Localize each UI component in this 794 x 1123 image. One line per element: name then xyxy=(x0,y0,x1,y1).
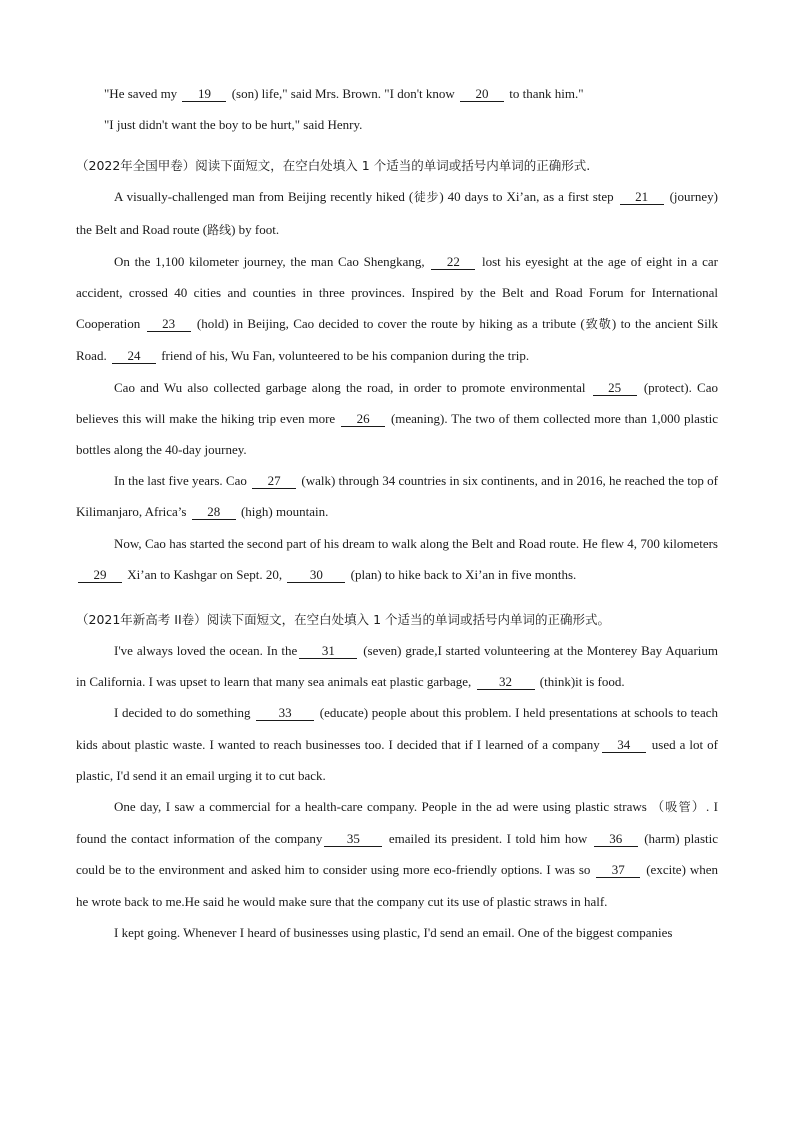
blank-27[interactable]: 27 xyxy=(252,473,296,489)
document-page xyxy=(76,78,718,948)
text-span: ) to the ancient Silk Road. xyxy=(76,316,718,364)
text-span: (high) mountain. xyxy=(237,504,329,520)
blank-26[interactable]: 26 xyxy=(341,411,385,427)
text-span: "He saved my xyxy=(104,86,181,101)
paragraph-2022-5 xyxy=(76,528,718,590)
text-span: (journey) the Belt and Road route ( xyxy=(76,189,718,237)
blank-24[interactable]: 24 xyxy=(112,348,156,364)
text-span: (hold) in Beijing, Cao decided to cover the route by hiking as a tribute ( xyxy=(192,316,585,332)
spacer xyxy=(76,140,718,150)
text-span: Xi’an to Kashgar on Sept. 20, xyxy=(124,566,286,582)
text-span: I decided to do something xyxy=(114,705,255,721)
blank-23[interactable]: 23 xyxy=(147,316,191,332)
chinese-gloss: 路线 xyxy=(207,222,232,237)
paragraph-2022-4 xyxy=(76,465,718,527)
blank-28[interactable]: 28 xyxy=(192,504,236,520)
text-span: On the 1,100 kilometer journey, the man Cao Shengkang, xyxy=(114,253,430,269)
text-span: (educate) people about this problem. I held presentations at schools to teach kids about plastic waste. I wanted to reach businesses too. I decided that if I learned of a company xyxy=(76,705,718,752)
text-span: One day, I saw a commercial for a health-care company. People in the ad were using plastic straws （ xyxy=(114,799,666,815)
text-span: (protect). Cao believes this will make the hiking trip even more xyxy=(76,379,718,426)
text-span: ）. I found the contact information of the company xyxy=(76,799,718,847)
blank-33[interactable]: 33 xyxy=(256,705,314,721)
dialog-line-2: "I just didn't want the boy to be hurt," said Henry. xyxy=(104,117,363,133)
text-span: ) by foot. xyxy=(231,221,280,237)
paragraph-2021-4: I kept going. Whenever I heard of businesses using plastic, I'd send an email. One of the biggest companies xyxy=(114,924,673,940)
text-span: In the last five years. Cao xyxy=(114,473,251,489)
text-span: to thank him." xyxy=(506,86,584,101)
text-span: Now, Cao has started the second part of his dream to walk along the Belt and Road route. He flew 4, 700 kilometers xyxy=(114,535,718,551)
paragraph-2022-1 xyxy=(76,181,718,245)
dialog-line-1 xyxy=(76,78,718,109)
text-span: (seven) grade,I started volunteering at the Monterey Bay Aquarium in California. I was upset to learn that many sea animals eat plastic garbage, xyxy=(76,643,718,690)
blank-22[interactable]: 22 xyxy=(431,254,475,270)
spacer xyxy=(76,590,718,604)
text-span: emailed its president. I told him how xyxy=(384,831,592,847)
chinese-gloss: 徒步 xyxy=(413,190,440,205)
blank-36[interactable]: 36 xyxy=(594,831,638,847)
text-span: used a lot of plastic, I'd send it an email urging it to cut back. xyxy=(76,736,718,783)
paragraph-2021-1 xyxy=(76,635,718,697)
paragraph-2021-2 xyxy=(76,697,718,791)
blank-29[interactable]: 29 xyxy=(78,567,122,583)
blank-34[interactable]: 34 xyxy=(602,737,646,753)
blank-21[interactable]: 21 xyxy=(620,189,664,205)
blank-19[interactable]: 19 xyxy=(182,86,226,102)
text-span: (harm) plastic could be to the environment and asked him to consider using more eco-friendly options. I was so xyxy=(76,831,719,878)
text-span: lost his eyesight at the age of eight in a car accident, crossed 40 cities and counties in three provinces. Inspired by the Belt and Road Forum for International Cooperation xyxy=(76,253,718,332)
chinese-gloss: 致敬 xyxy=(584,317,612,332)
text-span: ) 40 days to Xi’an, as a first step xyxy=(439,189,618,205)
text-span: I've always loved the ocean. In the xyxy=(114,643,298,659)
text-span: (walk) through 34 countries in six continents, and in 2016, he reached the top of Kilimanjaro, Africa’s xyxy=(76,473,719,520)
blank-31[interactable]: 31 xyxy=(299,643,357,659)
chinese-gloss: 吸管 xyxy=(665,800,692,815)
blank-37[interactable]: 37 xyxy=(596,862,640,878)
text-span: Cao and Wu also collected garbage along the road, in order to promote environmental xyxy=(114,379,591,395)
text-span: (think)it is food. xyxy=(536,674,625,690)
text-span: (meaning). The two of them collected more than 1,000 plastic bottles along the 40-day journey. xyxy=(76,410,718,458)
blank-20[interactable]: 20 xyxy=(460,86,504,102)
blank-32[interactable]: 32 xyxy=(477,674,535,690)
text-span: (son) life," said Mrs. Brown. "I don't know xyxy=(228,86,459,101)
section-2021-heading: （2021年新高考 II卷）阅读下面短文，在空白处填入 1 个适当的单词或括号内单词的正确形式。 xyxy=(76,612,611,628)
section-2022-heading: （2022年全国甲卷）阅读下面短文，在空白处填入 1 个适当的单词或括号内单词的正确形式. xyxy=(76,158,591,174)
text-span: (excite) when he wrote back to me.He said he would make sure that the company cut its use of plastic straws in half. xyxy=(76,862,718,909)
blank-30[interactable]: 30 xyxy=(287,567,345,583)
blank-35[interactable]: 35 xyxy=(324,831,382,847)
text-span: (plan) to hike back to Xi’an in five months. xyxy=(347,566,577,582)
paragraph-2022-2 xyxy=(76,246,718,372)
paragraph-2022-3 xyxy=(76,372,718,466)
text-span: A visually-challenged man from Beijing recently hiked ( xyxy=(114,189,414,205)
text-span: friend of his, Wu Fan, volunteered to be his companion during the trip. xyxy=(157,348,530,364)
blank-25[interactable]: 25 xyxy=(593,380,637,396)
paragraph-2021-3 xyxy=(76,791,718,917)
